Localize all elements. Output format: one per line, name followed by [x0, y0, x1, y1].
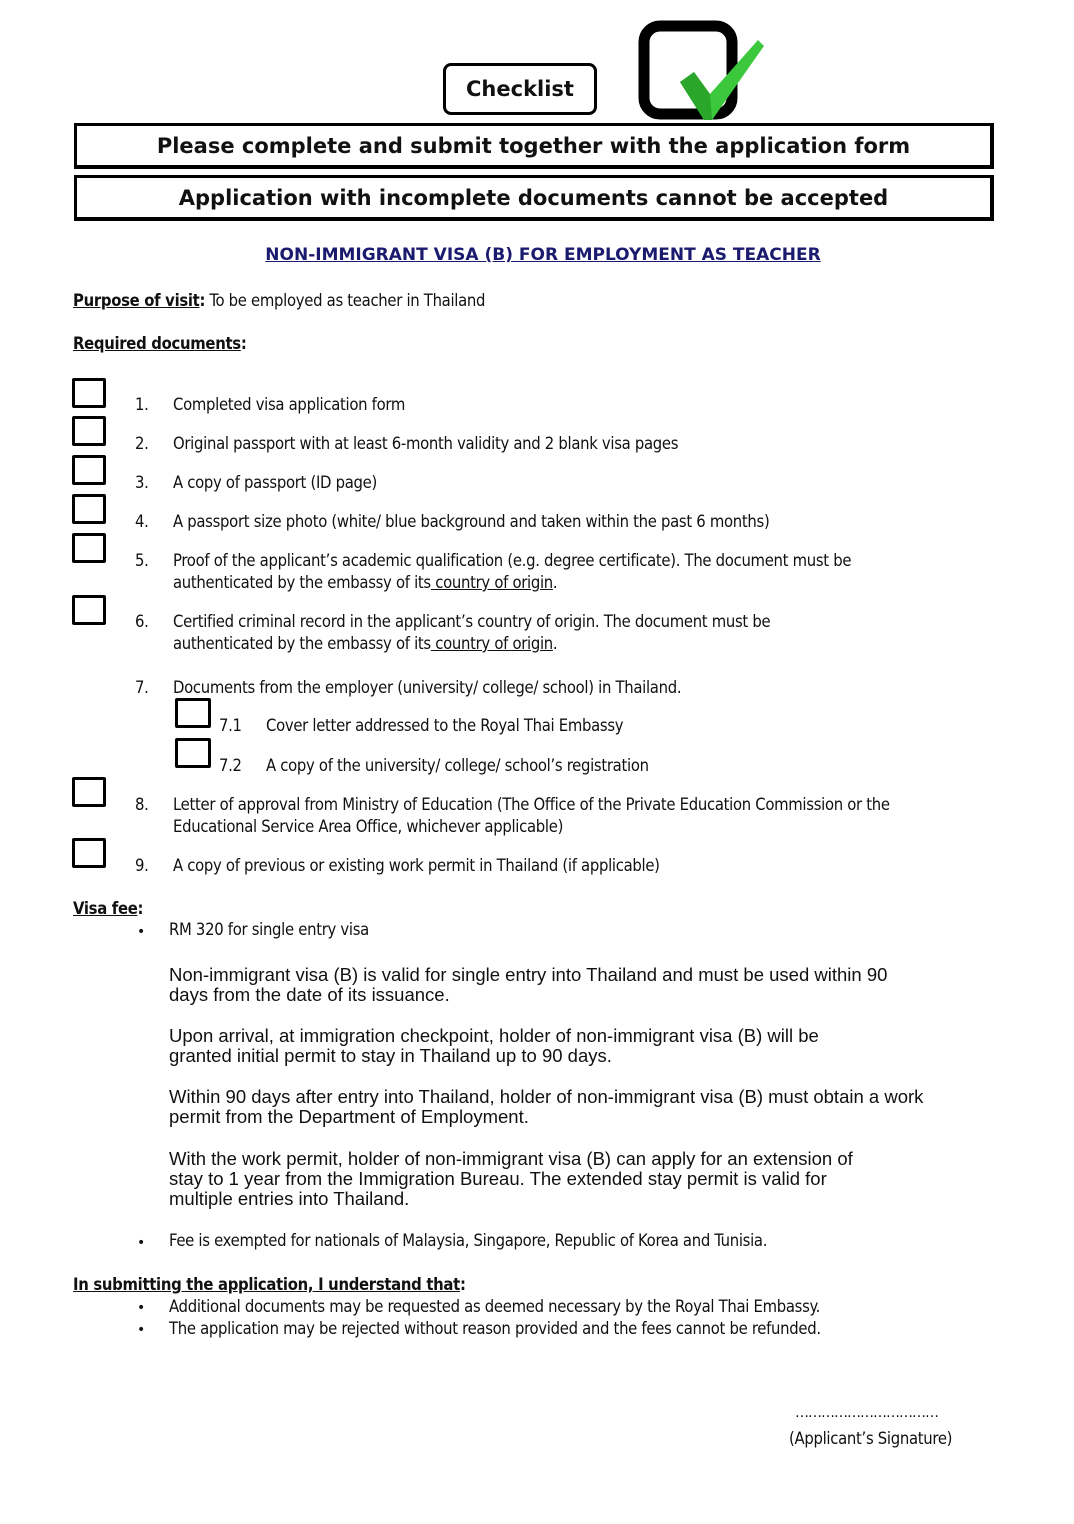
- checkbox-item-5[interactable]: [72, 533, 106, 563]
- instruction-banner: [74, 123, 994, 169]
- checkbox-item-4[interactable]: [72, 494, 106, 524]
- list-item: Completed visa application form: [173, 395, 406, 414]
- item-number: 7.: [135, 678, 149, 697]
- purpose-of-visit: Purpose of visit: To be employed as teacher in Thailand: [73, 291, 486, 310]
- checklist-tag: [443, 63, 597, 115]
- bullet-icon: •: [137, 1322, 146, 1338]
- checkbox-item-6[interactable]: [72, 595, 106, 625]
- understanding-item: Additional documents may be requested as deemed necessary by the Royal Thai Embassy.: [169, 1297, 821, 1316]
- item-number: 5.: [135, 551, 149, 570]
- visa-fee-amount: RM 320 for single entry visa: [169, 920, 369, 939]
- subitem-number: 7.1: [219, 716, 242, 735]
- bullet-icon: •: [137, 1235, 146, 1251]
- banner-text: Application with incomplete documents cannot be accepted: [178, 185, 889, 210]
- list-item: Letter of approval from Ministry of Education (The Office of the Private Education Commission or the Educational Service Area Office, whichever applicable): [173, 795, 890, 836]
- bullet-icon: •: [137, 1300, 146, 1316]
- visa-info-paragraph: Upon arrival, at immigration checkpoint, holder of non-immigrant visa (B) will be granted initial permit to stay in Thailand up to 90 days.: [169, 1025, 819, 1066]
- bullet-icon: •: [137, 924, 146, 940]
- required-documents-heading: Required documents:: [73, 334, 247, 353]
- purpose-label: Purpose of visit: [73, 291, 200, 310]
- checkbox-item-7-2[interactable]: [175, 738, 211, 768]
- item-number: 9.: [135, 856, 149, 875]
- page-title: NON-IMMIGRANT VISA (B) FOR EMPLOYMENT AS TEACHER: [265, 245, 821, 265]
- sub-list-item: A copy of the university/ college/ school’s registration: [266, 756, 649, 775]
- purpose-value: To be employed as teacher in Thailand: [209, 291, 486, 310]
- banner-text: Please complete and submit together with the application form: [156, 133, 911, 158]
- list-item: Original passport with at least 6-month validity and 2 blank visa pages: [173, 434, 679, 453]
- checkbox-checkmark-icon: [636, 20, 766, 120]
- fee-exemption: Fee is exempted for nationals of Malaysia, Singapore, Republic of Korea and Tunisia.: [169, 1231, 768, 1250]
- checkbox-item-1[interactable]: [72, 378, 106, 408]
- visa-info-paragraph: Non-immigrant visa (B) is valid for single entry into Thailand and must be used within 90 days from the date of its issuance.: [169, 964, 888, 1005]
- checkbox-item-9[interactable]: [72, 838, 106, 868]
- visa-info-paragraph: Within 90 days after entry into Thailand, holder of non-immigrant visa (B) must obtain a work permit from the Department of Employment.: [169, 1086, 924, 1127]
- checkbox-item-7-1[interactable]: [175, 698, 211, 728]
- item-number: 6.: [135, 612, 149, 631]
- signature-line[interactable]: ……………………………: [795, 1405, 938, 1421]
- list-item: A passport size photo (white/ blue background and taken within the past 6 months): [173, 512, 770, 531]
- list-item: A copy of passport (ID page): [173, 473, 377, 492]
- item-number: 4.: [135, 512, 149, 531]
- sub-list-item: Cover letter addressed to the Royal Thai Embassy: [266, 716, 624, 735]
- signature-label: (Applicant’s Signature): [789, 1429, 953, 1448]
- subitem-number: 7.2: [219, 756, 242, 775]
- understanding-item: The application may be rejected without reason provided and the fees cannot be refunded.: [169, 1319, 821, 1338]
- item-number: 1.: [135, 395, 149, 414]
- list-item: Documents from the employer (university/ college/ school) in Thailand.: [173, 678, 682, 697]
- list-item: Certified criminal record in the applicant’s country of origin. The document must be authenticated by the embassy of its country of origin.: [173, 612, 771, 653]
- item-number: 2.: [135, 434, 149, 453]
- checkbox-item-2[interactable]: [72, 416, 106, 446]
- checklist-label: Checklist: [466, 77, 574, 101]
- list-item: Proof of the applicant’s academic qualification (e.g. degree certificate). The document must be authenticated by the embassy of its country of origin.: [173, 551, 852, 592]
- item-number: 8.: [135, 795, 149, 814]
- understanding-heading: In submitting the application, I understand that:: [73, 1275, 466, 1294]
- item-number: 3.: [135, 473, 149, 492]
- visa-fee-heading: Visa fee:: [73, 899, 144, 918]
- visa-info-paragraph: With the work permit, holder of non-immigrant visa (B) can apply for an extension of stay to 1 year from the Immigration Bureau. The extended stay permit is valid for multiple entries into Thailand.: [169, 1148, 853, 1209]
- checkbox-item-3[interactable]: [72, 455, 106, 485]
- warning-banner: [74, 175, 994, 221]
- list-item: A copy of previous or existing work permit in Thailand (if applicable): [173, 856, 660, 875]
- checkbox-item-8[interactable]: [72, 777, 106, 807]
